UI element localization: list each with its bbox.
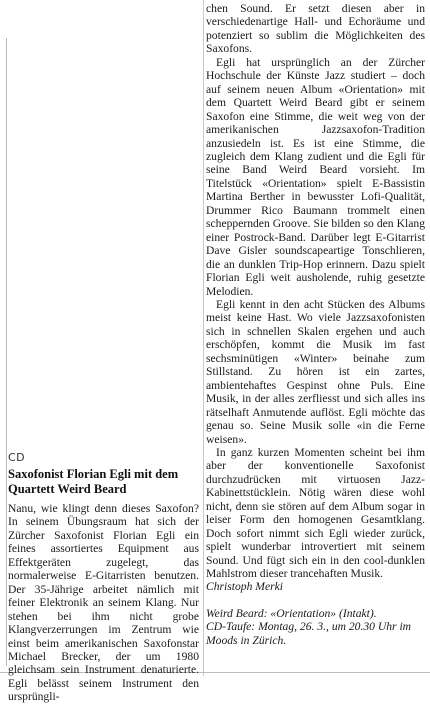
article-left-column — [8, 451, 199, 704]
article-author: Christoph Merki — [206, 580, 283, 594]
column-divider — [203, 0, 204, 676]
column-divider-left — [6, 38, 7, 666]
spacer — [206, 594, 425, 607]
article-paragraph-2: Egli hat ursprünglich an der Zürcher Hochschule der Künste Jazz studiert – doch auf seinem neuen Album «Orientation» mit dem Quartett Weird Beard gibt er seinem Saxofon eine Stimme, die weit weg von der amerikanischen Jazzsaxofon-Tradition anzusiedeln ist. Es ist eine Stimme, die zugleich dem Klang zudient und die Egli für seine Band Weird Beard vorsieht. Im Titelstück «Orientation» spielt E-Bassistin Martina Berther in bewusster Lofi-Qualität, Drummer Rico Baumann trommelt einen scheppernden Groove. Sie bilden so den Klang einer Postrock-Band. Darüber legt E-Gitarrist Dave Gisler soundscapeartige Tonschlieren, die an dunklen Trip-Hop erinnern. Dazu spielt Florian Egli weit ausholende, ruhig gesetzte Melodien. — [206, 55, 425, 298]
section-kicker: CD — [8, 451, 26, 464]
article-paragraph-3: Egli kennt in den acht Stücken des Albums meist keine Hast. Wo viele Jazzsaxofonisten sich in schnellen Skalen ergehen und auch erschöpfen, kommt die Musik im fast sechsminütigen «Winter» beinahe zum Stillstand. Zu hören ist ein zartes, ambientehaftes Gespinst ohne Puls. Eine Musik, in der alles zerfliesst und sich alles ins rätselhaft Anmutende auflöst. Egli möchte das genau so. Seine Musik solle «in die Ferne weisen». — [206, 297, 425, 446]
album-credit: Weird Beard: «Orientation» (Intakt). — [206, 606, 377, 620]
release-event-info: CD-Taufe: Montag, 26. 3., um 20.30 Uhr im Moods in Zürich. — [206, 620, 412, 647]
article-paragraph-1: chen Sound. Er setzt diesen aber in verschiedenartige Hall- und Echoräume und potenziert so sublim die Möglichkeiten des Saxofons. — [206, 2, 425, 56]
article-headline: Saxofonist Florian Egli mit dem Quartett Weird Beard — [8, 467, 179, 496]
article-paragraph-4: In ganz kurzen Momenten scheint bei ihm aber der konventionelle Saxofonist durchzudrücken mit virtuosen Jazz-Kabinettstücklein. Nötig wären diese wohl nicht, denn sie stören auf dem Album sogar in leiser Form den homogenen Gesamtklang. Doch sofort nimmt sich Egli wieder zurück, spielt wunderbar introvertiert mit seinem Sound. Und fügt sich ein in den cool-dunklen Mahlstrom dieser trancehaften Musik. — [206, 445, 425, 581]
article-right-column — [206, 2, 425, 647]
article-lead-paragraph: Nanu, wie klingt denn dieses Saxofon? In seinem Übungsraum hat sich der Zürcher Saxofonist Florian Egli ein feines assortiertes Equipment aus Effektgeräten zugelegt, das normalerweise E-Gitarristen benutzen. Der 35-Jährige arbeitet nämlich mit feiner Elektronik an seinem Klang. Nur stehen bei ihm nicht grobe Klangverzerrungen im Zentrum wie einst beim amerikanischen Saxofonstar Michael Brecker, der um 1980 gleichsam sein Instrument denaturierte. Egli belässt seinem Instrument den ursprüngli- — [8, 502, 199, 704]
